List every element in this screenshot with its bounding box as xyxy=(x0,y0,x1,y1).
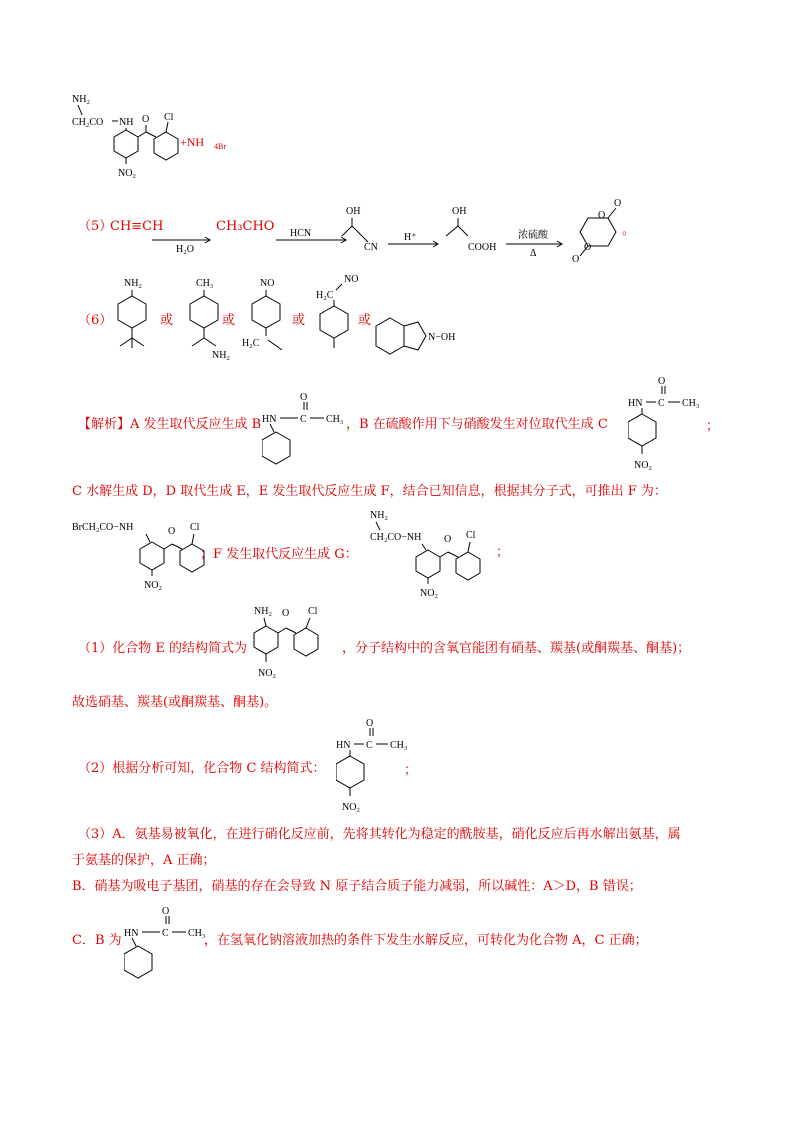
e-o: O xyxy=(282,608,290,619)
q6-or-3: 或 xyxy=(292,313,306,328)
c1-no2: NO₂ xyxy=(634,460,652,471)
q6-s2-nh2: NH₂ xyxy=(212,350,230,361)
g-nh2: NH₂ xyxy=(370,510,388,521)
q5-end: 。 xyxy=(622,223,636,238)
q1-line-a: （1）化合物 E 的结构简式为 xyxy=(78,641,248,656)
q5-arrow2-label: HCN xyxy=(290,228,312,239)
b-hn: HN xyxy=(262,414,277,425)
q6-or-4: 或 xyxy=(358,313,372,328)
c2-ch3: CH₃ xyxy=(390,740,408,751)
struct-b xyxy=(262,388,358,468)
q6-s5-noh: N−OH xyxy=(428,332,456,343)
q5-arrow4-sub: Δ xyxy=(530,248,537,259)
q6-s2-ch3: CH₃ xyxy=(196,278,214,289)
f-o: O xyxy=(168,526,176,537)
q5-arrow4-label: 浓硫酸 xyxy=(518,230,548,241)
c1-o: O xyxy=(658,376,666,387)
q6-label: （6） xyxy=(78,313,113,328)
q6-s3-h2c: H₂C xyxy=(242,338,260,349)
q5-route-2 xyxy=(340,198,630,264)
q5-oh-1: OH xyxy=(346,206,361,217)
e-nh2: NH₂ xyxy=(254,606,272,617)
f-label: BrCH₂CO−NH xyxy=(72,522,134,533)
q2-line-a: （2）根据分析可知，化合物 C 结构简式： xyxy=(78,761,326,776)
q3-line-c: B．硝基为吸电子基团，硝基的存在会导致 N 原子结合质子能力减弱，所以碱性：A＞D，B 错误； xyxy=(72,879,642,894)
c2-o: O xyxy=(366,718,374,729)
q3-line-b: 于氨基的保护，A 正确； xyxy=(72,853,216,868)
q6-s3-no: NO xyxy=(260,278,275,289)
top-plus-nh4: +NH xyxy=(180,135,205,149)
q5-ring-o2: O xyxy=(584,242,592,253)
b2-o: O xyxy=(162,906,170,917)
q5-arrow3-label: H⁺ xyxy=(404,232,417,243)
c1-ch3: CH₃ xyxy=(682,398,700,409)
top-sub: 4Br xyxy=(214,142,226,151)
q5-label: （5） xyxy=(78,219,113,234)
top-nh2: NH₂ xyxy=(72,94,90,105)
q5-arrow1-label: H₂O xyxy=(176,244,194,255)
c1-c: C xyxy=(658,398,665,409)
struct-e xyxy=(250,602,350,688)
f-no2: NO₂ xyxy=(144,580,162,591)
e-cl: Cl xyxy=(308,606,318,617)
c2-c: C xyxy=(366,740,373,751)
struct-c-1 xyxy=(628,372,708,472)
struct-g xyxy=(370,506,500,598)
q1-line-c: 故选硝基、羰基(或酮羰基、酮基)。 xyxy=(72,695,278,710)
b2-c: C xyxy=(162,928,169,939)
top-o: O xyxy=(142,114,150,125)
q1-line-b: ，分子结构中的含氧官能团有硝基、羰基(或酮羰基、酮基)； xyxy=(342,641,691,656)
q6-s1-nh2: NH₂ xyxy=(124,278,142,289)
top-no2: NO₂ xyxy=(118,168,136,179)
q3-line-d-a: C．B 为 xyxy=(72,933,122,948)
top-cl: Cl xyxy=(164,112,174,123)
analysis-line3-mid: ；F 发生取代反应生成 G： xyxy=(200,547,358,562)
q5-start: CH≡CH xyxy=(110,219,164,234)
q5-cooh: COOH xyxy=(468,242,497,253)
q5-mid: CH₃CHO xyxy=(216,219,275,234)
q5-cn: CN xyxy=(364,242,378,253)
analysis-line2: C 水解生成 D，D 取代生成 E，E 发生取代反应生成 F，结合已知信息，根据其分子式，可推出 F 为： xyxy=(72,484,667,499)
top-structure xyxy=(68,88,288,180)
g-label: CH₂CO−NH xyxy=(370,532,422,543)
c2-no2: NO₂ xyxy=(342,802,360,813)
b2-hn: HN xyxy=(124,928,139,939)
analysis-line3-end: ； xyxy=(496,545,510,560)
f-cl: Cl xyxy=(190,522,200,533)
c2-hn: HN xyxy=(336,740,351,751)
analysis-line1-end: ； xyxy=(706,419,720,434)
q5-carbonyl-o1: O xyxy=(614,198,622,209)
q6-struct-5 xyxy=(374,312,474,366)
analysis-line1-b: ，B 在硫酸作用下与硝酸发生对位取代生成 C xyxy=(346,417,608,432)
q6-or-2: 或 xyxy=(222,313,236,328)
g-cl: Cl xyxy=(466,530,476,541)
q6-s4-no: NO xyxy=(344,274,359,285)
c1-hn: HN xyxy=(628,398,643,409)
e-no2: NO₂ xyxy=(258,668,276,679)
q3-line-a: （3）A．氨基易被氧化，在进行硝化反应前，先将其转化为稳定的酰胺基，硝化反应后再水解出氨基，属 xyxy=(78,827,681,842)
top-nh: NH xyxy=(119,117,134,128)
top-ch2co: CH₂CO xyxy=(72,117,104,128)
q6-s4-h2c: H₂C xyxy=(316,290,334,301)
q6-or-1: 或 xyxy=(160,313,174,328)
q5-ring-o1: O xyxy=(598,210,606,221)
b-o: O xyxy=(300,392,308,403)
analysis-line1-a: 【解析】A 发生取代反应生成 B xyxy=(78,417,262,432)
q5-carbonyl-o2: O xyxy=(572,254,580,264)
q3-line-d-b: ，在氢氧化钠溶液加热的条件下发生水解反应，可转化为化合物 A，C 正确； xyxy=(204,933,648,948)
g-o: O xyxy=(444,534,452,545)
q2-line-end: ； xyxy=(404,763,418,778)
q5-oh-2: OH xyxy=(452,206,467,217)
b-c: C xyxy=(300,414,307,425)
b2-ch3: CH₃ xyxy=(188,928,206,939)
b-ch3: CH₃ xyxy=(326,414,344,425)
g-no2: NO₂ xyxy=(420,588,438,598)
